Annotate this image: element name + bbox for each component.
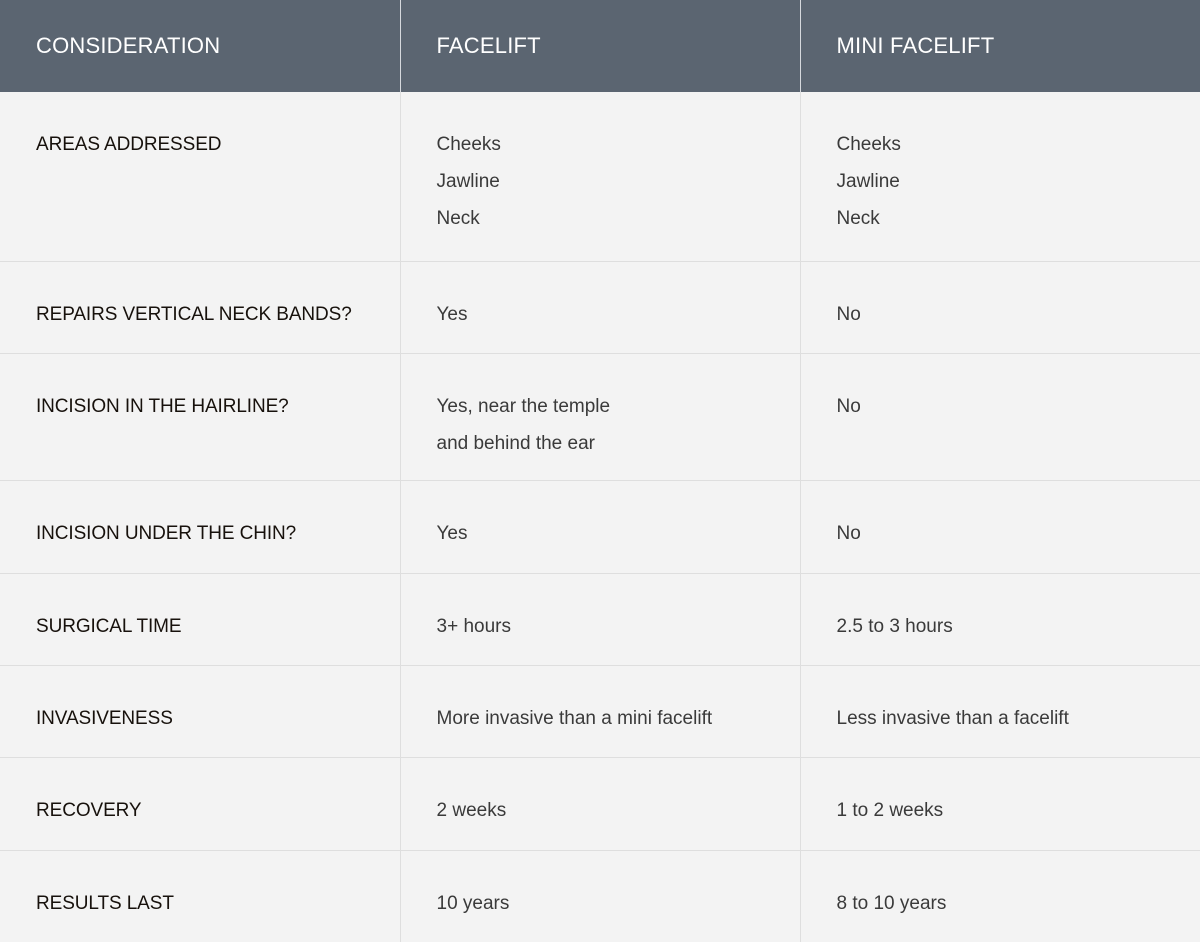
- table-row: [0, 261, 1200, 353]
- mini-facelift-cell: [800, 353, 1200, 480]
- header-consideration: CONSIDERATION: [0, 0, 400, 92]
- table-row: [0, 850, 1200, 942]
- row-label: INCISION IN THE HAIRLINE?: [0, 353, 400, 480]
- facelift-cell: [400, 665, 800, 757]
- cell-line: and behind the ear: [436, 432, 595, 454]
- table-row: [0, 573, 1200, 665]
- table-body: [0, 92, 1200, 942]
- table-header: [0, 0, 1200, 92]
- mini-facelift-cell: [800, 573, 1200, 665]
- facelift-cell: [400, 573, 800, 665]
- facelift-cell: [400, 353, 800, 480]
- cell-line: Yes, near the temple: [436, 395, 611, 417]
- cell-line: 1 to 2 weeks: [836, 799, 944, 821]
- cell-line: 10 years: [436, 892, 510, 914]
- row-label: RESULTS LAST: [0, 850, 400, 942]
- facelift-cell: [400, 757, 800, 850]
- row-label: REPAIRS VERTICAL NECK BANDS?: [0, 261, 400, 353]
- mini-facelift-cell: [800, 92, 1200, 261]
- cell-line: 2.5 to 3 hours: [836, 615, 953, 637]
- header-row: [0, 0, 1200, 92]
- mini-facelift-cell: [800, 480, 1200, 573]
- facelift-cell: [400, 850, 800, 942]
- mini-facelift-cell: [800, 665, 1200, 757]
- header-mini-facelift: MINI FACELIFT: [800, 0, 1200, 92]
- cell-line: Neck: [436, 208, 480, 229]
- cell-line: Jawline: [836, 171, 900, 192]
- facelift-cell: [400, 92, 800, 261]
- row-label: RECOVERY: [0, 757, 400, 850]
- cell-line: 3+ hours: [436, 615, 511, 637]
- cell-line: No: [836, 522, 861, 544]
- table-row: [0, 353, 1200, 480]
- cell-line: 8 to 10 years: [836, 892, 947, 914]
- cell-line: Yes: [436, 303, 468, 325]
- mini-facelift-cell: [800, 261, 1200, 353]
- cell-line: Yes: [436, 522, 468, 544]
- facelift-cell: [400, 480, 800, 573]
- row-label: AREAS ADDRESSED: [0, 92, 400, 261]
- table-row: [0, 92, 1200, 261]
- row-label: INCISION UNDER THE CHIN?: [0, 480, 400, 573]
- cell-line: Neck: [836, 208, 880, 229]
- cell-line: Jawline: [436, 171, 500, 192]
- cell-line: Cheeks: [436, 134, 501, 155]
- row-label: INVASIVENESS: [0, 665, 400, 757]
- table-row: [0, 665, 1200, 757]
- row-label: SURGICAL TIME: [0, 573, 400, 665]
- facelift-cell: [400, 261, 800, 353]
- mini-facelift-cell: [800, 850, 1200, 942]
- table-row: [0, 480, 1200, 573]
- cell-line: No: [836, 395, 861, 417]
- cell-line: More invasive than a mini facelift: [436, 707, 713, 729]
- header-facelift: FACELIFT: [400, 0, 800, 92]
- table-row: [0, 757, 1200, 850]
- cell-line: No: [836, 303, 861, 325]
- cell-line: Cheeks: [836, 134, 901, 155]
- cell-line: 2 weeks: [436, 799, 507, 821]
- mini-facelift-cell: [800, 757, 1200, 850]
- cell-line: Less invasive than a facelift: [836, 707, 1069, 729]
